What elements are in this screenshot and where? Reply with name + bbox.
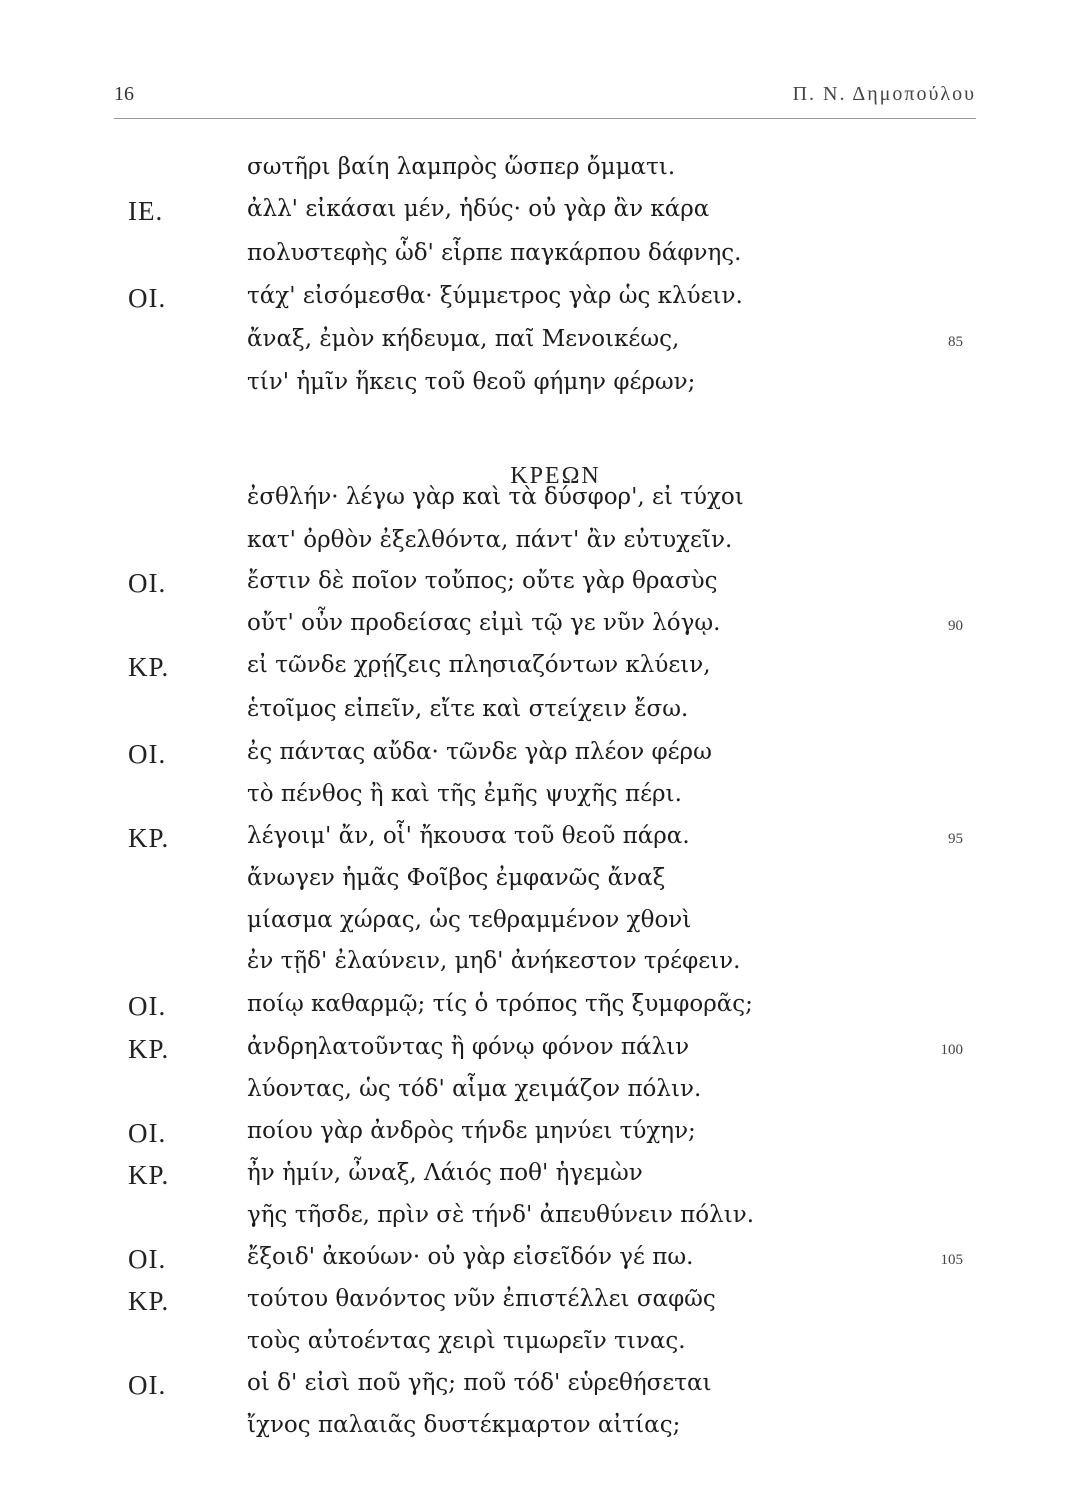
verse-text: τούτου θανόντος νῦν ἐπιστέλλει σαφῶς <box>247 1286 716 1312</box>
verse-line <box>0 234 1091 278</box>
speaker-label: ΚΡ. <box>128 823 170 853</box>
speaker-label: ΟΙ. <box>128 1118 167 1148</box>
verse-line <box>0 1364 1091 1408</box>
verse-line <box>0 1280 1091 1324</box>
verse-text: λύοντας, ὡς τόδ' αἷμα χειμάζον πόλιν. <box>247 1076 702 1102</box>
verse-line <box>0 690 1091 734</box>
verse-text: ἀνδρηλατοῦντας ἢ φόνῳ φόνον πάλιν <box>247 1034 690 1060</box>
verse-text: ἄνωγεν ἡμᾶς Φοῖβος ἐμφανῶς ἄναξ <box>247 865 666 891</box>
verse-line <box>0 775 1091 819</box>
verse-line <box>0 363 1091 407</box>
speaker-label: ΚΡ. <box>128 652 170 682</box>
verse-line <box>0 1154 1091 1198</box>
speaker-label: ΟΙ. <box>128 568 167 598</box>
verse-text: ἴχνος παλαιᾶς δυστέκμαρτον αἰτίας; <box>247 1412 681 1438</box>
verse-line <box>0 646 1091 690</box>
verse-line <box>0 1238 1091 1282</box>
verse-text: κατ' ὀρθὸν ἐξελθόντα, πάντ' ἂν εὐτυχεῖν. <box>247 527 733 553</box>
verse-line <box>0 1028 1091 1072</box>
verse-text: ποίῳ καθαρμῷ; τίς ὁ τρόπος τῆς ξυμφορᾶς; <box>247 991 753 1017</box>
verse-line <box>0 521 1091 565</box>
verse-line <box>0 190 1091 234</box>
speaker-label: ΟΙ. <box>128 739 167 769</box>
line-number: 95 <box>948 831 963 847</box>
verse-line <box>0 1196 1091 1240</box>
verse-text: λέγοιμ' ἄν, οἷ' ἤκουσα τοῦ θεοῦ πάρα. <box>247 823 690 849</box>
speaker-heading: ΚΡΕΩΝ <box>510 463 601 489</box>
verse-text: ἦν ἡμίν, ὦναξ, Λάιός ποθ' ἡγεμὼν <box>247 1160 643 1186</box>
verse-line <box>0 985 1091 1029</box>
verse-line <box>0 320 1091 364</box>
verse-line <box>0 817 1091 861</box>
line-number: 90 <box>948 618 963 634</box>
verse-text: σωτῆρι βαίη λαμπρὸς ὥσπερ ὄμματι. <box>247 154 676 180</box>
line-number: 105 <box>940 1252 963 1268</box>
verse-text: μίασμα χώρας, ὡς τεθραμμένον χθονὶ <box>247 907 692 933</box>
verse-text: οὔτ' οὖν προδείσας εἰμὶ τῷ γε νῦν λόγῳ. <box>247 610 721 636</box>
verse-text: ἀλλ' εἰκάσαι μέν, ἡδύς· οὐ γὰρ ἂν κάρα <box>247 196 710 222</box>
verse-text: εἰ τῶνδε χρῄζεις πλησιαζόντων κλύειν, <box>247 652 711 678</box>
header-rule <box>114 118 976 119</box>
speaker-label: ΟΙ. <box>128 991 167 1021</box>
verse-line <box>0 942 1091 986</box>
verse-text: ἑτοῖμος εἰπεῖν, εἴτε καὶ στείχειν ἔσω. <box>247 696 689 722</box>
verse-text: τοὺς αὐτοέντας χειρὶ τιμωρεῖν τινας. <box>247 1328 686 1354</box>
verse-line <box>0 277 1091 321</box>
verse-line <box>0 733 1091 777</box>
verse-line <box>0 1322 1091 1366</box>
verse-text: τὸ πένθος ἢ καὶ τῆς ἐμῆς ψυχῆς πέρι. <box>247 781 682 807</box>
verse-line <box>0 1070 1091 1114</box>
verse-text: ἐς πάντας αὔδα· τῶνδε γὰρ πλέον φέρω <box>247 739 712 765</box>
page-number: 16 <box>114 83 134 105</box>
page-header <box>114 83 976 113</box>
verse-line <box>0 478 1091 522</box>
verse-line <box>0 562 1091 606</box>
verse-line <box>0 859 1091 903</box>
verse-line <box>0 1112 1091 1156</box>
verse-text: οἱ δ' εἰσὶ ποῦ γῆς; ποῦ τόδ' εὑρεθήσεται <box>247 1370 712 1396</box>
verse-line <box>0 901 1091 945</box>
line-number: 100 <box>940 1042 963 1058</box>
verse-text: γῆς τῆσδε, πρὶν σὲ τήνδ' ἀπευθύνειν πόλιν. <box>247 1202 755 1228</box>
verse-text: ἔστιν δὲ ποῖον τοὔπος; οὔτε γὰρ θρασὺς <box>247 568 718 594</box>
speaker-label: ΙΕ. <box>128 196 164 226</box>
speaker-label: ΚΡ. <box>128 1034 170 1064</box>
verse-line <box>0 148 1091 192</box>
verse-line <box>0 604 1091 648</box>
speaker-label: ΟΙ. <box>128 1370 167 1400</box>
verse-line <box>0 1406 1091 1450</box>
speaker-label: ΟΙ. <box>128 283 167 313</box>
verse-text: ἄναξ, ἐμὸν κήδευμα, παῖ Μενοικέως, <box>247 326 680 352</box>
verse-text: ἔξοιδ' ἀκούων· οὐ γὰρ εἰσεῖδόν γέ πω. <box>247 1244 694 1270</box>
speaker-label: ΟΙ. <box>128 1244 167 1274</box>
speaker-label: ΚΡ. <box>128 1286 170 1316</box>
verse-text: τίν' ἡμῖν ἥκεις τοῦ θεοῦ φήμην φέρων; <box>247 369 696 395</box>
speaker-label: ΚΡ. <box>128 1160 170 1190</box>
line-number: 85 <box>948 334 963 350</box>
verse-text: πολυστεφὴς ὧδ' εἷρπε παγκάρπου δάφνης. <box>247 240 742 266</box>
verse-text: τάχ' εἰσόμεσθα· ξύμμετρος γὰρ ὡς κλύειν. <box>247 283 743 309</box>
running-head: Π. Ν. Δημοπούλου <box>792 83 976 105</box>
verse-text: ἐν τῇδ' ἐλαύνειν, μηδ' ἀνήκεστον τρέφειν. <box>247 948 741 974</box>
verse-text: ἐσθλήν· λέγω γὰρ καὶ τὰ δύσφορ', εἰ τύχοι <box>247 484 744 510</box>
verse-text: ποίου γὰρ ἀνδρὸς τήνδε μηνύει τύχην; <box>247 1118 696 1144</box>
